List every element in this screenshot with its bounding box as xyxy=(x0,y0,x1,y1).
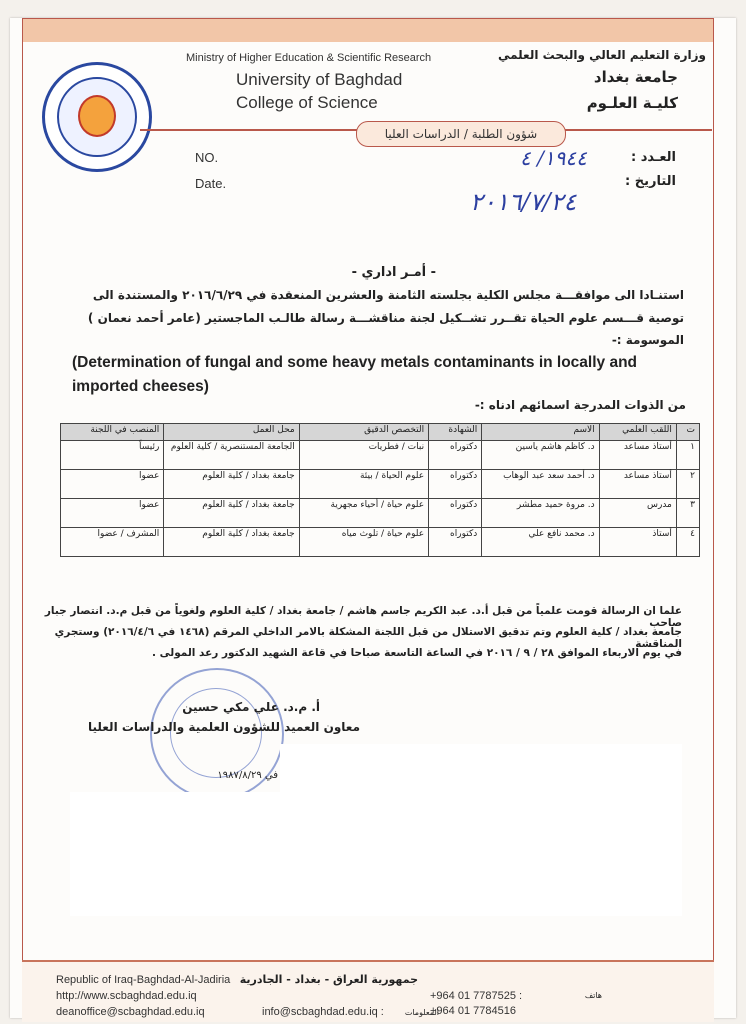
cell-workplace: جامعة بغداد / كلية العلوم xyxy=(164,499,299,528)
signatory-name: أ. م.د. علي مكي حسين xyxy=(182,700,320,714)
table-row xyxy=(61,441,700,470)
col-header-name: الاسم xyxy=(482,424,599,441)
cell-index: ٣ xyxy=(676,499,699,528)
footer-email-info[interactable]: info@scbaghdad.edu.iq : xyxy=(262,1006,384,1018)
footer-phone-label: هاتف xyxy=(584,991,602,1000)
cell-name: د. محمد نافع علي xyxy=(482,528,599,557)
cell-position: المشرف / عضوا xyxy=(61,528,164,557)
table-row xyxy=(61,499,700,528)
cell-workplace: الجامعة المستنصرية / كلية العلوم xyxy=(164,441,299,470)
university-en: University of Baghdad xyxy=(236,70,403,89)
footer-email-dean[interactable]: deanoffice@scbaghdad.edu.iq xyxy=(56,1006,205,1018)
cell-degree: دكتوراه xyxy=(429,528,482,557)
redacted-area xyxy=(280,744,682,916)
no-label-en: NO. xyxy=(195,150,219,165)
notes-line-3: في يوم الاربعاء الموافق ٢٨ / ٩ / ٢٠١٦ في الساعة التاسعة صباحا في قاعة الشهيد الدكتور رعد المولى . xyxy=(152,647,682,659)
cell-rank: أستاذ مساعد xyxy=(599,441,676,470)
committee-table xyxy=(60,423,700,557)
body-line-3: الموسومة :- xyxy=(611,333,684,347)
cell-workplace: جامعة بغداد / كلية العلوم xyxy=(164,470,299,499)
footer-address-en: Republic of Iraq-Baghdad-Al-Jadiria xyxy=(56,974,231,986)
document-date: ٢٠١٦/٧/٢٤ xyxy=(470,188,577,216)
cell-degree: دكتوراه xyxy=(429,499,482,528)
college-en: College of Science xyxy=(236,93,378,112)
cell-specialty: نبات / فطريات xyxy=(299,441,428,470)
stamp-date: في ١٩٨٧/٨/٢٩ xyxy=(217,770,278,781)
col-header-specialty: التخصص الدقيق xyxy=(299,424,428,441)
cell-position: عضوا xyxy=(61,470,164,499)
order-title: - أمـر اداري - xyxy=(351,265,436,280)
ministry-ar: وزارة التعليم العالي والبحث العلمي xyxy=(497,48,706,62)
cell-index: ١ xyxy=(676,441,699,470)
footer-phone-2: +964 01 7784516 xyxy=(430,1005,516,1017)
body-line-2: توصية قـــسم علوم الحياة تقــرر تشــكيل لجنة مناقشـــة رسالة طالـب الماجستير (عامر أحمد نعمان ) xyxy=(87,311,684,325)
cell-degree: دكتوراه xyxy=(429,441,482,470)
footer-address-ar: جمهورية العراق - بغداد - الجادرية xyxy=(239,973,418,986)
col-header-workplace: محل العمل xyxy=(164,424,299,441)
cell-rank: أستاذ xyxy=(599,528,676,557)
date-label-ar: التاريخ : xyxy=(625,174,676,189)
cell-specialty: علوم الحياة / بيئة xyxy=(299,470,428,499)
cell-name: د. أحمد سعد عبد الوهاب xyxy=(482,470,599,499)
table-row xyxy=(61,528,700,557)
college-ar: كليـة العلـوم xyxy=(586,94,678,112)
col-header-index: ت xyxy=(676,424,699,441)
footer-info-label: المعلومات xyxy=(404,1008,439,1017)
logo-emblem xyxy=(78,95,116,137)
cell-position: رئيساً xyxy=(61,441,164,470)
document-number: ١٩٤٤/ ٤ xyxy=(520,146,587,170)
cell-position: عضوا xyxy=(61,499,164,528)
department-label: شؤون الطلبة / الدراسات العليا xyxy=(356,121,566,147)
notes-line-1: علما ان الرسالة قومت علمياً من قبل أ.د. عبد الكريم جاسم هاشم / جامعة بغداد / كلية العلوم ولغوياً من قبل م.د. انتصار جبار صاحب xyxy=(44,605,682,629)
footer-website[interactable]: http://www.scbaghdad.edu.iq xyxy=(56,990,197,1002)
notes-line-2: جامعة بغداد / كلية العلوم وتم تدقيق الاستلال من قبل اللجنة المشكلة بالامر الداخلي المرقم (١٤٦٨ في ٢٠١٦/٤/٦) وستجري المناقشة xyxy=(54,626,682,650)
cell-index: ٢ xyxy=(676,470,699,499)
cell-specialty: علوم حياة / أحياء مجهرية xyxy=(299,499,428,528)
redacted-area-lower xyxy=(70,792,286,916)
cell-degree: دكتوراه xyxy=(429,470,482,499)
cell-rank: مدرس xyxy=(599,499,676,528)
body-line-1: استنـادا الى موافقـــة مجلس الكلية بجلسته الثامنة والعشرين المنعقدة في ٢٠١٦/٦/٢٩ والمستندة الى xyxy=(92,288,684,302)
cell-index: ٤ xyxy=(676,528,699,557)
ministry-en: Ministry of Higher Education & Scientific Research xyxy=(186,52,432,64)
date-label-en: Date. xyxy=(195,176,227,191)
table-header-row xyxy=(61,424,700,441)
thesis-title: (Determination of fungal and some heavy metals contaminants in locally and imported cheeses) xyxy=(72,354,638,395)
footer-phone-1: +964 01 7787525 : xyxy=(430,990,523,1002)
cell-name: د. كاظم هاشم ياسين xyxy=(482,441,599,470)
col-header-degree: الشهادة xyxy=(429,424,482,441)
cell-rank: أستاذ مساعد xyxy=(599,470,676,499)
cell-workplace: جامعة بغداد / كلية العلوم xyxy=(164,528,299,557)
signatory-title: معاون العميد للشؤون العلمية والدراسات العليا xyxy=(87,720,360,734)
cell-specialty: علوم حياة / تلوث مياه xyxy=(299,528,428,557)
university-ar: جامعة بغداد xyxy=(593,68,678,86)
table-intro: من الذوات المدرجة اسمائهم ادناه :- xyxy=(474,398,686,412)
university-logo xyxy=(42,62,152,172)
col-header-rank: اللقب العلمي xyxy=(599,424,676,441)
table-row xyxy=(61,470,700,499)
col-header-position: المنصب في اللجنة xyxy=(61,424,164,441)
cell-name: د. مروة حميد مطشر xyxy=(482,499,599,528)
no-label-ar: العـدد : xyxy=(630,150,676,165)
